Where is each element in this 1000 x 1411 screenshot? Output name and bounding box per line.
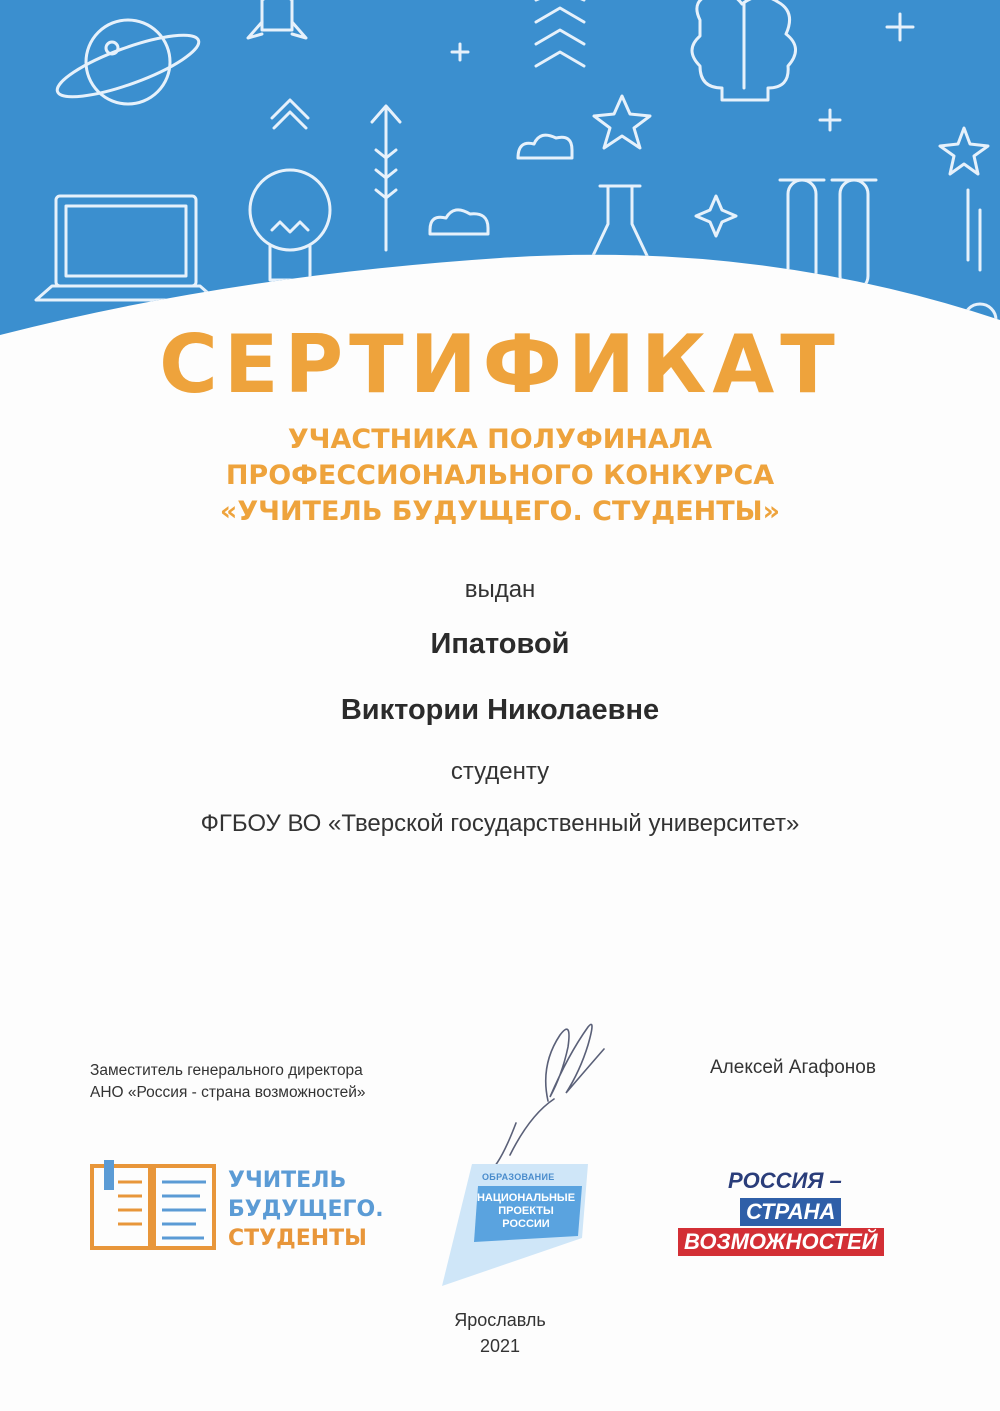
- contest-logo-line-3: СТУДЕНТЫ: [228, 1226, 367, 1251]
- recipient-given-name: Виктории Николаевне: [340, 694, 660, 726]
- issue-city: Ярославль: [454, 1310, 546, 1330]
- signatory-position: [90, 1060, 366, 1104]
- open-book-icon: [88, 1160, 218, 1252]
- contest-logo-text: [228, 1166, 384, 1253]
- national-projects-text: [476, 1192, 576, 1231]
- contest-logo-line-1: УЧИТЕЛЬ: [228, 1168, 347, 1193]
- recipient-surname: Ипатовой: [430, 628, 570, 660]
- russia-opportunities-logo: [676, 1168, 916, 1258]
- russia-logo-line-3: ВОЗМОЖНОСТЕЙ: [678, 1228, 884, 1256]
- national-projects-line-1: НАЦИОНАЛЬНЫЕ: [476, 1192, 576, 1204]
- signatory-position-line-2: АНО «Россия - страна возможностей»: [90, 1084, 366, 1101]
- recipient-organization: ФГБОУ ВО «Тверской государственный университет»: [200, 810, 800, 837]
- national-projects-logo: [432, 1150, 592, 1290]
- national-projects-line-3: РОССИИ: [502, 1218, 550, 1230]
- certificate-subtitle: [0, 422, 1000, 530]
- subtitle-line-1: УЧАСТНИКА ПОЛУФИНАЛА: [287, 424, 713, 455]
- russia-logo-line-2: СТРАНА: [740, 1198, 841, 1226]
- certificate-title: СЕРТИФИКАТ: [159, 318, 841, 411]
- issued-label: выдан: [464, 576, 536, 603]
- issue-year: 2021: [479, 1336, 521, 1356]
- header-banner: [0, 0, 1000, 340]
- national-projects-line-2: ПРОЕКТЫ: [498, 1205, 554, 1217]
- subtitle-line-3: «УЧИТЕЛЬ БУДУЩЕГО. СТУДЕНТЫ»: [219, 496, 781, 527]
- signatory-name: Алексей Агафонов: [710, 1057, 876, 1078]
- contest-logo-line-2: БУДУЩЕГО.: [228, 1197, 384, 1222]
- russia-logo-line-1: РОССИЯ –: [728, 1168, 842, 1193]
- subtitle-line-2: ПРОФЕССИОНАЛЬНОГО КОНКУРСА: [225, 460, 775, 491]
- recipient-role: студенту: [450, 758, 550, 785]
- national-projects-top-label: ОБРАЗОВАНИЕ: [482, 1172, 555, 1182]
- signatory-position-line-1: Заместитель генерального директора: [90, 1062, 363, 1079]
- contest-logo: [88, 1160, 388, 1260]
